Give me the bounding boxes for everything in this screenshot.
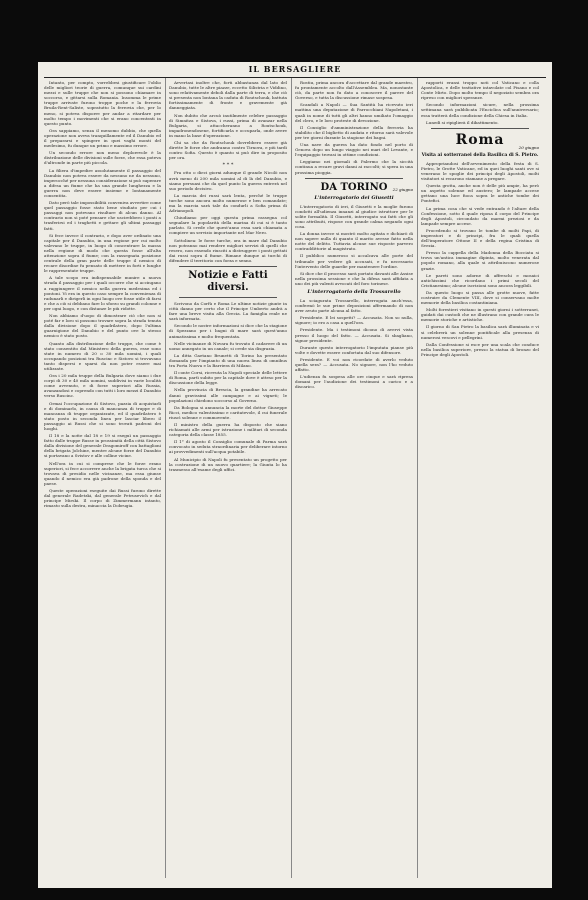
section-rule xyxy=(179,266,277,267)
paragraph: Appropriandosi dell'avvenimento della festa di S. Pietro, le Grotte Vaticane, ed in quei luoghi santi ove si venerano le spoglie dei principi degli Apostoli, molti visitatori si recarono stamane a pregare. xyxy=(421,160,539,182)
paragraph: La prima cosa che si vede entrando è l'altare della Confessione, sotto il quale riposa il corpo del Principe degli Apostoli, circondato da marmi preziosi e da lampade sempre accese. xyxy=(421,205,539,226)
subheading-trossarello: L'interrogatorio della Trossarello xyxy=(307,289,401,295)
paragraph: Il pubblico numeroso si accalcava alle porte del tribunale per vedere gli accusati, e fu necessario l'intervento delle guardie per mantenere l'ordine. xyxy=(295,253,413,269)
column-4 xyxy=(421,80,539,880)
paragraph: Il conte Corsi, ricevuta la Napoli speciale delle lettere di Roma, partì subito per la capitale dove è atteso per la discussione della legge. xyxy=(169,370,287,386)
paragraph: Scrivono da Corfù e Roma Le ultime notizie giunte in città danno per certo che il Principe Umberto andrà a fare una breve visita alla Grecia. La famiglia reale ne sarà informata. xyxy=(169,301,287,322)
paragraph: Nell'ora in cui si comprese che le forze erano superiori, si fece accorrere anche la brigata turca che si trovava di presidio nelle vicinanze, ma essa giunse quando il nemico era già padrone della sponda e del paese. xyxy=(44,460,161,486)
paragraph: Avvertasi inoltre che, forti abbastanza dal lato del Danubio, tutte le altre piazze, eccetto Silistria e Viddino, sono relativamente deboli dalla parte di terra, e che ciò si presenta non lontana la caduta di Routschouk, battuta fortissimamente di fronte e gravemente già danneggiata. xyxy=(169,80,287,111)
paragraph: Fra otto o dieci giorni adunque il grande Nicolò non avrà meno di 200 mila uomini al di là del Danubio, e siamo persuasi che da quel punto la guerra entrerà nel suo periodo decisivo. xyxy=(169,170,287,191)
column-3 xyxy=(295,80,413,880)
paragraph: Dato però tale impossibilità conveniva avvertire come quel passaggio fosse stato bene studiato per cui i passaggi non potevano risultare di alcun danno. Al contrario non si poté pensare che uscirebbero i ponti a trasferirsi ed i traghetti e gettare gli ultimi passaggi fatti. xyxy=(44,200,161,231)
paragraph: Leggiamo nei giornali di Palermo che la siccità continua a recare gravi danni ai raccolti; si spera in una prossima pioggia. xyxy=(295,159,413,175)
paragraph: Secondo le nostre informazioni si dice che la stagione di Spezzano per i bagni di mare sarà quest'anno animatissima e molto frequentata. xyxy=(169,323,287,339)
paragraph: Non abbiamo d'uopo di dimostrare ciò che non si poté far e loro si possono trovare sopra la strada tenuta dalla divisione dopo il quadrilatero, dopo l'ultima guarnigione del Danubio e del punto ove lo stesso nemico è stato posto. xyxy=(44,313,161,339)
paragraph: Rostiu, prima ancora d'accettare dal grande maestro, fu prontamente accolto dall'Assemblea. Ma, nonostante ciò, da parte non fu dato a conoscere il parere del Governo, e tutta la discussione rimase sospesa. xyxy=(295,80,413,101)
paragraph: Presidente. Ma i testimoni dicono di avervi vista presso il luogo del fatto. — Accusata. Si sbagliano, signor presidente. xyxy=(295,327,413,343)
dateline: 20 giugno xyxy=(518,144,539,150)
paragraph: Si dice che il processo sarà portato davanti alle Assise nella prossima sessione e che la difesa sarà affidata a uno dei più valenti avvocati del foro torinese. xyxy=(295,270,413,286)
paragraph: Dalla Confessione si esce per una scala che conduce nella basilica superiore, presso la statua di bronzo del Principe degli Apostoli. xyxy=(421,341,539,357)
paragraph: Secondo informazioni sicure, nella prossima settimana sarà pubblicata l'Enciclica sull'anniversario; essa tratterà della condizione della Chiesa in Italia. xyxy=(421,102,539,118)
paragraph: Una nave da guerra ha dato fondo nel porto di Genova dopo un lungo viaggio nei mari del Levante, e l'equipaggio trovasi in ottime condizioni. xyxy=(295,142,413,158)
section-rule xyxy=(179,297,277,298)
paragraph: Presso la cappella della Madonna della Bocciata si trova un'antica immagine dipinta, molto venerata dal popolo romano, alla quale si attribuiscono numerose grazie. xyxy=(421,250,539,271)
paragraph: L'interrogatorio di ieri, il Giusetti e la moglie furono condotti all'udienza innanzi al giudice istruttore per le solite formalità. Il Giusetti, interrogato sui fatti che gli sono attribuiti, rispose con grande calma negando ogni cosa. xyxy=(295,203,413,229)
paragraph: Questa grotta, anche non è delle più ampie, ha però un aspetto solenne ed austero; le lampade accese gettano una luce fioca sopra le antiche tombe dei Pontefici. xyxy=(421,183,539,204)
paragraph: rapporti eransi troppo noti col Vaticano e colla Apostolica, e delle trattative intavolate col Pisano e col Conte Mirto. Dopo molto tempo il negoziato sembra ora ripreso con migliori speranze. xyxy=(421,80,539,101)
paragraph: Si fece invece il contrario, e dopo aver ordinato una capitale per il Danubio, in una regione per cui molto valevano le truppe, in luogo di concentrare la massa nella regione di modo che questa fosse all'alta attenzione sopra il fiume; con la rassegnata posizione centrale della gran parte delle truppe il nemico di recare disordine fu pensato di mettere in forti e lunghe le rappresentate truppe. xyxy=(44,232,161,274)
section-title-torino: DA TORINO xyxy=(320,181,388,193)
paragraph: Sottolinea: le forze turche, ora in mare dal Danubio non potranno mai rendere migliori servizi di quelli che resero, non essendo riusciti a distruggere i ponti gettati dai russi sopra il fiume. Rimane dunque ai turchi di difendere il territorio con forza e senno. xyxy=(169,237,287,263)
paragraph: Il ministro della guerra ha disposto che siano richiamati alle armi per istruzione i militari di seconda categoria della classe 1855. xyxy=(169,421,287,438)
paragraph: Il Consiglio d'amministrazione della ferrovia ha stabilito che il biglietto di andata e ritorno sarà valevole per tre giorni durante la stagione dei bagni. xyxy=(295,124,413,140)
paragraph: Lunedì si ripiglierà il dibattimento. xyxy=(426,119,499,125)
masthead-title: IL BERSAGLIERE xyxy=(248,64,342,74)
section-rule xyxy=(305,178,403,179)
section-title-notizie: Notizie e Fatti diversi. xyxy=(188,270,268,293)
paragraph: Procedendo si trovano le tombe di molti Papi, di imperatori e di principi, fra le quali quella dell'imperatore Ottone II e della regina Cristina di Svezia. xyxy=(421,227,539,249)
column-2 xyxy=(169,80,287,880)
paragraph: Presidente. E voi non ricordate di averlo veduto quella sera? — Accusata. No signore, non l'ho veduto affatto. xyxy=(295,356,413,373)
paragraph: Al Municipio di Napoli fu presentato un progetto per la costruzione di un nuovo quartiere; la Giunta lo ha trasmesso all'esame degli uffici. xyxy=(169,456,287,472)
paragraph: Chiudiamo per oggi questa prima rassegna col segnalare la popolarità della marina di cui si è tanto parlato. Si crede che quest'anno essa sarà chiamata a compiere un servizio importante nel Mar Nero. xyxy=(169,215,287,236)
paragraph: L'udienza fu sospesa alle ore cinque e sarà ripresa domani per l'audizione dei testimoni a carico e a discarico. xyxy=(295,374,413,390)
paragraph: Il 1° di agosto il Consiglio comunale di Parma sarà convocato in seduta straordinaria per deliberare intorno ai provvedimenti sull'acqua potabile. xyxy=(169,439,287,455)
paragraph: Durante questo interrogatorio l'imputata pianse più volte e dovette essere confortata dal suo difensore. xyxy=(295,344,413,355)
paragraph: A tale scopo era indispensabile munire a nuova strada il passaggio per i quali occorre che si accingano a raggiungere il nemico nella guerra medesima ed i pontoni. Vi era in questo caso sempre la convenienza di radunarli e dirigerli in ogni luogo ove fosse utile di farsi e che a ciò si debbano fare lo sforzo su grandi colonne e per ogni luogo, e con distanze le più ridotte. xyxy=(44,275,161,311)
section-rule xyxy=(431,128,529,129)
paragraph: Da questo luogo si passa alle grotte nuove, fatte costruire da Clemente VIII, dove si conservano molte memorie della basilica costantiniana. xyxy=(421,289,539,306)
paragraph: Queste operazioni eseguite dai Russi furono dirette dal generale Radetzki, dal generale Petrusevich e dal principe Mirski. Il corpo di Zimmermann intanto, rimasto sulla destra, minaccia la Dobrugia. xyxy=(44,488,161,509)
paragraph: Scandali a Napoli — Sua Santità ha ricevuto ieri mattina una deputazione di Parrocchiani Napoletani, i quali in nome di tutti gli altri hanno umiliato l'omaggio del clero, e le loro proteste di devozione. xyxy=(295,102,413,123)
paragraph: Quanto alla distribuzione delle truppe, che come è stato consentito dal Ministero della guerra, esse sono state in numero di 20 o 30 mila uomini, i quali occupando posizioni tra Ruscinc e Sistovo si trovavano tanto dispersi e sparsi da non poter essere mai utilizzate. xyxy=(44,340,161,371)
paragraph: Ora i 20 mila truppe della Bulgaria dove siamo i due corpi di 30 e 40 mila uomini, suddivisi in varie località come avvenuto, e di forze superiori alla Russia, avanzandosi e coprendo con tutti i loro mezzi il Danubio verso Ruscinc. xyxy=(44,373,161,399)
paragraph: Ormai l'occupazione di Sistovo, pazzia di acquistarli e di dominarlo, in causa di mancanza di truppe e di mancanza di truppe organizzate, ed il quadrilatero è stato posto in seconda linea per lasciar libero il passaggio ai Russi che si sono trovati padroni dei luoghi. xyxy=(44,400,161,431)
paragraph: Le pareti sono adorne di affreschi e mosaici antichissimi che ricordano i primi secoli del Cristianesimo; alcune iscrizioni sono ancora leggibili. xyxy=(421,272,539,288)
subheading-basilica: Visita ai sotterranei della Basilica di S. Pietro. xyxy=(421,152,539,158)
paragraph: Intanto, per compto, vorrebbesi giustificare l'oblio delle migliori teorie di guerra, comunque sui cardini mezzi e sulle truppe che non si possono chiamare in soccorso, e gittarsi sulla Romania. Insomma le prime truppe arrivate furono troppe poche e la ferrovia Bruila-Rent-Saliste, sopratutto la ferrovia che, per lo meno, si poteva disporre per andar a ritardare per molto tempo i movimenti che si erano concentrati in questo punto. xyxy=(44,80,161,126)
paragraph: Presidente. E lei sospetti? — Accusata. Non so nulla, signore; io ero a casa a quell'ora. xyxy=(295,315,413,326)
paragraph: Nelle vicinanze di Novara fu trovato il cadavere di un uomo annegato in un canale; si crede sia disgrazia. xyxy=(169,340,287,351)
paragraph: La marcia dei russi sarà lenta, perché le truppe turche sono ancora molto numerose e ben comandate; ma la marcia sarà tale da condurli a Sofia prima di Adrianopoli. xyxy=(169,192,287,214)
separator-stars: * * * xyxy=(222,162,234,169)
paragraph: Non dubito che arcuò inutilmente celebre passaggio di Simnitza e Sistova, i russi, prima di avanzar nella Bulgaria, si attaccheranno a Routschouk, impadronendosene, fortificarla e occuparla, onde avere in mano la base d'operazione. xyxy=(169,112,287,138)
column-divider xyxy=(417,78,418,878)
paragraph: Il giorno di San Pietro la basilica sarà illuminata e vi si celebrerà un solenne pontificale alla presenza di numerosi vescovi e pellegrini. xyxy=(421,324,539,340)
paragraph: La ditta Gaetano Brunetti di Torino ha presentato domanda per l'impianto di una nuova linea di omnibus tra Porta Nuova e la Barriera di Milano. xyxy=(169,352,287,369)
column-divider xyxy=(165,78,166,878)
subheading-giusetti: L'interrogatorio dei Giusetti xyxy=(314,194,394,201)
paragraph: La filiera d'impedire assolutamente il passaggio del Danubio non poteva essere da nessuno ne da nessuno, imperocché per nessuna considerazione si può superare a difesa un fiume che ha una grande lunghezza e la guerra non deve essere insieme e lontanamente consentita. xyxy=(44,167,161,198)
column-1 xyxy=(44,80,161,880)
paragraph: Chi sa che da Routschouk dovrebbero essere già dirette le forze che andranno contro Tirnova, e più tardi contro Sofia. Questo è quanto si può dire in proposito per ora. xyxy=(169,140,287,161)
paragraph: Nella provincia di Brescia, la grandine ha arrecato danni gravissimi alle campagne e ai vigneti; le popolazioni chiedono soccorso al Governo. xyxy=(169,387,287,403)
dateline: 22 giugno xyxy=(392,186,413,192)
paragraph: Molti forestieri visitano in questi giorni i sotterranei, guidati dai custodi che ne illustrano con grande cura le memorie storiche e artistiche. xyxy=(421,307,539,323)
paragraph: Il 18 e la notte dal 18 e 19 si eseguì un passaggio fatto dalle truppe Russe in prossimità della città Sistovo dalla divisione del generale Dragomiroff con battaglioni della brigata Jolchine, mentre alcune forze del Danubio si portavano a Svistov e alle colline vicine. xyxy=(44,433,161,459)
paragraph: La sciagurata Trossarello, interrogata anch'essa, confermò le sue prime deposizioni affermando di non aver avuto parte alcuna al fatto. xyxy=(295,298,413,314)
paragraph: Ora sappiamo, senza il menomo dubbio, che quella operazione non aveva tranquillamente ed il Danubio ed il prepararsi e spingere in quei vaghi monti del medesimo, fu dunque un primo e massimo errore. xyxy=(44,127,161,149)
paragraph: Da Bologna si annuncia la morte del dottor Giuseppe Ricci, medico valentissimo e caritatevole, il cui funerale riuscì solenne e commovente. xyxy=(169,404,287,420)
section-title-roma: Roma xyxy=(455,131,505,148)
header-rule xyxy=(44,77,546,78)
paragraph: Un secondo errore non meno deplorevole è la distribuzione delle divisioni sulle forze, che essa poteva d'altronde in parte più piccola. xyxy=(44,150,161,166)
column-divider xyxy=(291,78,292,878)
paragraph: La donna invece si mostrò molto agitata e dichiarò di non sapere nulla di quanto il marito avesse fatto nella notte del delitto. Tuttavia alcune sue risposte parvero contraddittorie al magistrato. xyxy=(295,231,413,252)
page-header xyxy=(38,64,552,78)
newspaper-page xyxy=(38,62,552,888)
